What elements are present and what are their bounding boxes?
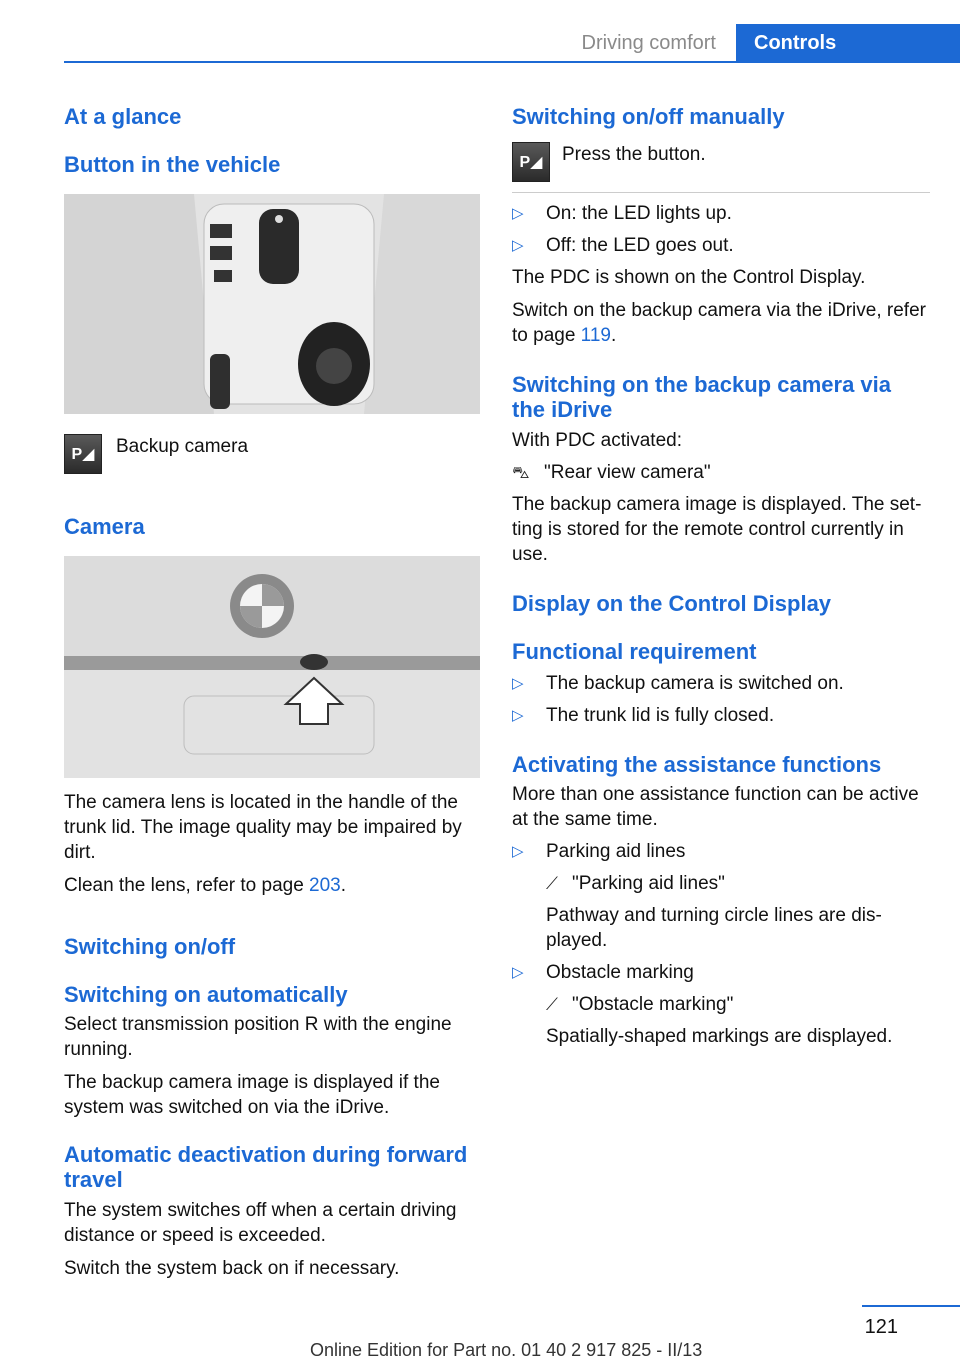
header-chapter: Controls [736, 24, 960, 62]
deactivation-text-1: The system switches off when a certain driving distance or speed is exceeded. [64, 1200, 457, 1246]
camera-description: The camera lens is located in the handle of the trunk lid. The image quality may be impaired by dirt. [64, 792, 462, 863]
backup-camera-button-row [64, 434, 482, 474]
bullet-triangle-icon: ▷ [512, 843, 524, 860]
footer-rule [862, 1305, 960, 1307]
heading-switching-via-idrive: Switching on the backup camera via the iDrive [512, 372, 891, 422]
heading-functional-requirement: Functional requirement [512, 639, 757, 664]
backup-camera-label: Backup camera [116, 436, 249, 457]
press-button-text: Press the button. [562, 144, 706, 165]
bullet-on [512, 201, 930, 226]
pdc-text: The PDC is shown on the Control Display. [512, 267, 866, 288]
page-link-203[interactable]: 203 [309, 875, 341, 896]
left-column [64, 100, 482, 1281]
heading-switching-on-off: Switching on/off [64, 934, 236, 959]
rear-view-row [512, 460, 930, 485]
rear-view-menu-item: "Rear view camera" [544, 462, 711, 483]
bullet-on-text: On: the LED lights up. [546, 203, 732, 224]
header-section: Driving comfort [548, 24, 734, 62]
requirement-1 [512, 671, 930, 696]
heading-at-a-glance: At a glance [64, 104, 182, 129]
page-number: 121 [864, 1316, 898, 1338]
parking-aid-lines-icon: ⟋ [546, 874, 558, 893]
right-column [512, 100, 930, 1049]
display-text: The backup camera image is displayed. The set‐ting is stored for the remote control currently in use. [512, 494, 922, 565]
bullet-obstacle-marking [512, 960, 930, 1049]
requirement-2 [512, 703, 930, 728]
press-button-row [512, 142, 930, 182]
backup-camera-button-icon: P◢ [64, 434, 102, 474]
heading-display-control: Display on the Control Display [512, 591, 832, 616]
requirement-1-text: The backup camera is switched on. [546, 673, 844, 694]
heading-switching-manually: Switching on/off manually [512, 104, 785, 129]
obstacle-marking-description: Spatially-shaped markings are displayed. [546, 1026, 893, 1047]
header-rule [64, 61, 960, 63]
bullet-off-text: Off: the LED goes out. [546, 235, 734, 256]
heading-switching-on-automatically: Switching on automatically [64, 982, 348, 1007]
bullet-triangle-icon: ▷ [512, 964, 524, 981]
auto-text-1: Select transmission position R with the engine running. [64, 1014, 452, 1060]
auto-text-2: The backup camera image is displayed if the system was switched on via the iDrive. [64, 1072, 440, 1118]
requirement-2-text: The trunk lid is fully closed. [546, 705, 775, 726]
clean-lens-label: Clean the lens, refer to page [64, 875, 310, 896]
switch-idrive-label: Switch on the backup camera via the iDrive, refer to page [512, 300, 926, 346]
parking-aid-description: Pathway and turning circle lines are dis‐played. [546, 905, 882, 951]
camera-button-icon: P◢ [512, 142, 550, 182]
obstacle-marking-title: Obstacle marking [546, 962, 694, 983]
obstacle-marking-icon: ⟋ [546, 995, 558, 1014]
parking-aid-menu-row [546, 871, 930, 896]
trunk-camera-photo [64, 556, 480, 778]
page-link-119[interactable]: 119 [580, 325, 611, 346]
heading-automatic-deactivation: Automatic deactivation during forward travel [64, 1142, 468, 1192]
bullet-off [512, 233, 930, 258]
bullet-parking-aid [512, 839, 930, 953]
parking-aid-title: Parking aid lines [546, 841, 686, 862]
console-photo [64, 194, 480, 414]
bullet-triangle-icon: ▷ [512, 707, 524, 724]
bullet-triangle-icon: ▷ [512, 205, 524, 222]
obstacle-marking-menu-item: "Obstacle marking" [572, 994, 734, 1015]
rear-view-camera-icon: ⛍ [512, 463, 530, 482]
bullet-triangle-icon: ▷ [512, 237, 524, 254]
heading-camera: Camera [64, 514, 145, 539]
obstacle-marking-menu-row [546, 992, 930, 1017]
switch-idrive-text: Switch on the backup camera via the iDrive, refer to page 119. [512, 300, 926, 346]
parking-aid-menu-item: "Parking aid lines" [572, 873, 725, 894]
heading-assistance-functions: Activating the assistance functions [512, 752, 882, 777]
assist-text: More than one assistance function can be active at the same time. [512, 784, 919, 830]
heading-button-in-vehicle: Button in the vehicle [64, 152, 281, 177]
clean-lens-text: Clean the lens, refer to page 203. [64, 875, 347, 896]
bullet-triangle-icon: ▷ [512, 675, 524, 692]
with-pdc-text: With PDC activated: [512, 430, 682, 451]
deactivation-text-2: Switch the system back on if necessary. [64, 1258, 400, 1279]
footer-edition: Online Edition for Part no. 01 40 2 917 825 - II/13 [310, 1340, 703, 1360]
